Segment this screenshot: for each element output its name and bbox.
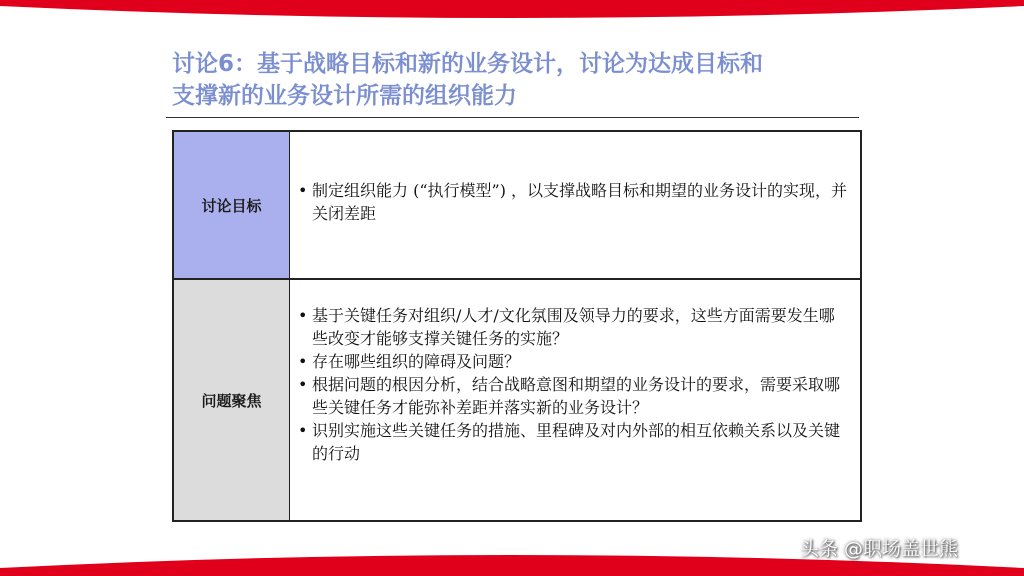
list-item: • 制定组织能力 (“执行模型”) ，以支撑战略目标和期望的业务设计的实现，并关闭差距 (298, 181, 848, 223)
goal-label: 讨论目标 (201, 196, 262, 215)
page-title-line-2: 支撑新的业务设计所需的组织能力 (172, 83, 517, 109)
discussion-table (172, 130, 862, 522)
list-item: • 基于关键任务对组织/人才/文化氛围及领导力的要求，这些方面需要发生哪些改变才能够支撑关键任务的实施？ (298, 306, 835, 348)
watermark: 头条 @职场盖世熊 (800, 538, 959, 560)
page-title-line-1: 讨论6：基于战略目标和新的业务设计，讨论为达成目标和 (172, 51, 764, 77)
focus-label-cell (174, 280, 290, 520)
list-item: • 识别实施这些关键任务的措施、里程碑及对内外部的相互依赖关系以及关键的行动 (298, 421, 841, 463)
focus-label: 问题聚焦 (201, 391, 262, 410)
goal-content-cell (290, 132, 860, 280)
goal-label-cell (174, 132, 290, 280)
focus-content-cell (290, 280, 860, 520)
goal-list (298, 179, 848, 225)
top-red-band (0, 0, 1024, 22)
list-item: • 根据问题的根因分析，结合战略意图和期望的业务设计的要求，需要采取哪些关键任务才能弥补差距并落实新的业务设计？ (298, 375, 841, 417)
title-underline (166, 117, 859, 118)
page-title (172, 48, 872, 112)
focus-list (298, 304, 848, 465)
list-item: • 存在哪些组织的障碍及问题？ (298, 352, 521, 371)
